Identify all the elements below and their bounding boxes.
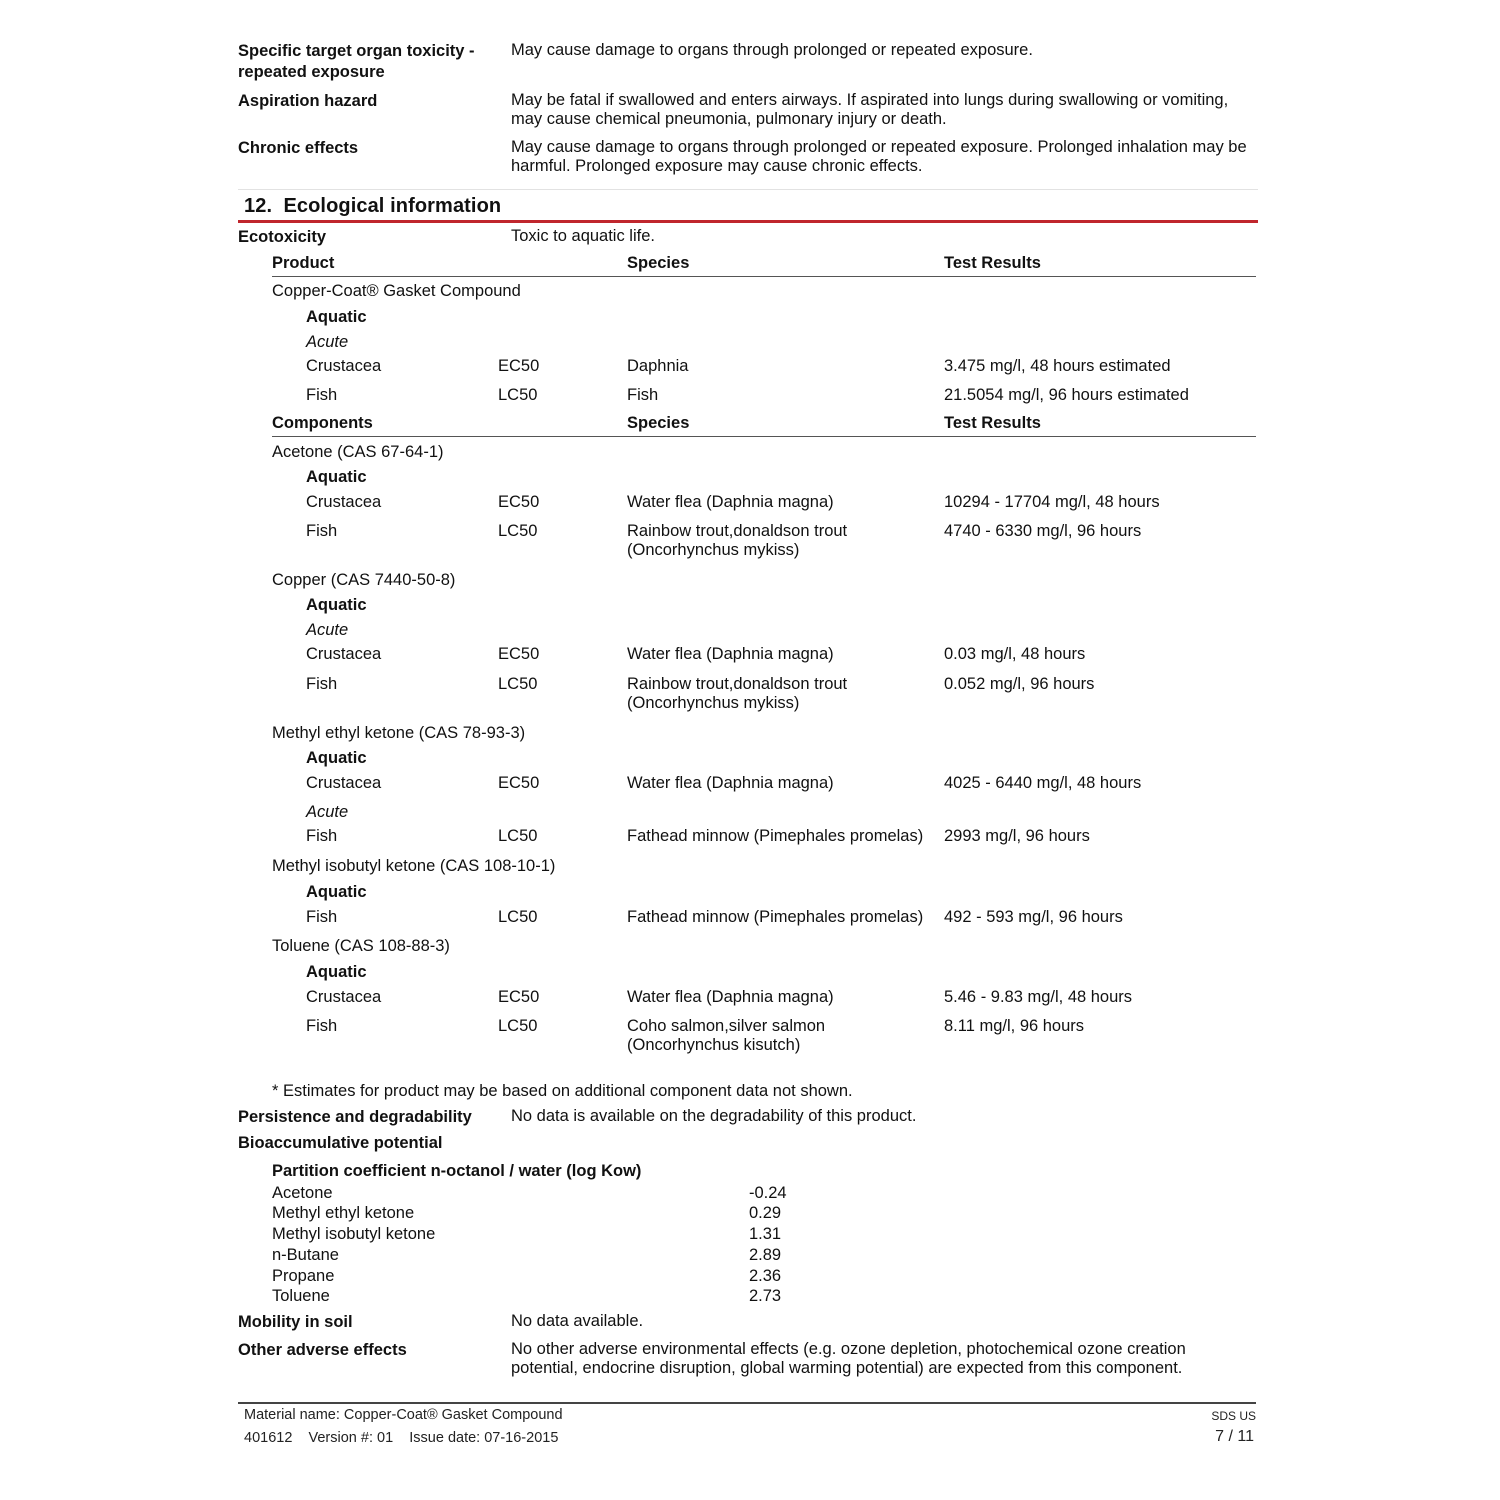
test-result: 3.475 mg/l, 48 hours estimated: [944, 357, 1171, 375]
species: Water flea (Daphnia magna): [627, 988, 834, 1006]
row-value: May be fatal if swallowed and enters airways. If aspirated into lungs during swallowing or vomiting, may cause chemical pneumonia, pulmonary injury or death.: [511, 91, 1229, 128]
organism: Crustacea: [306, 988, 382, 1006]
test-type: EC50: [498, 774, 540, 792]
test-result: 0.03 mg/l, 48 hours: [944, 645, 1086, 663]
header-product: Product: [272, 254, 335, 272]
test-result: 4025 - 6440 mg/l, 48 hours: [944, 774, 1142, 792]
test-result: 4740 - 6330 mg/l, 96 hours: [944, 522, 1142, 540]
group-label: Aquatic: [306, 749, 367, 767]
test-type: LC50: [498, 1017, 538, 1035]
row-label: Bioaccumulative potential: [238, 1134, 443, 1152]
organism: Crustacea: [306, 774, 382, 792]
component-name: Methyl isobutyl ketone (CAS 108-10-1): [272, 857, 556, 875]
row-label: Mobility in soil: [238, 1313, 353, 1331]
kow-value: -0.24: [749, 1184, 787, 1202]
component-name: Copper (CAS 7440-50-8): [272, 571, 456, 589]
kow-value: 1.31: [749, 1225, 782, 1243]
organism: Crustacea: [306, 493, 382, 511]
product-table-header: [272, 254, 1256, 277]
row-value: No data is available on the degradability of this product.: [511, 1107, 917, 1125]
organism: Fish: [306, 1017, 338, 1035]
row-value: May cause damage to organs through prolonged or repeated exposure. Prolonged inhalation may be harmful. Prolonged exposure may cause chronic effects.: [511, 138, 1247, 175]
organism: Fish: [306, 827, 338, 845]
footer-sds-type: SDS US: [1211, 1409, 1256, 1423]
kow-substance: Propane: [272, 1267, 335, 1285]
footer-divider: [238, 1402, 1256, 1404]
species: Water flea (Daphnia magna): [627, 774, 834, 792]
test-type: LC50: [498, 522, 538, 540]
component-name: Toluene (CAS 108-88-3): [272, 937, 450, 955]
organism: Crustacea: [306, 645, 382, 663]
header-species: Species: [627, 254, 690, 272]
section-accent-line: [238, 220, 1258, 223]
group-label: Aquatic: [306, 596, 367, 614]
test-type: LC50: [498, 386, 538, 404]
kow-title: Partition coefficient n-octanol / water (log Kow): [272, 1162, 642, 1180]
row-value: No other adverse environmental effects (e.g. ozone depletion, photochemical ozone creation potential, endocrine disruption, global warming potential) are expected from this component.: [511, 1340, 1186, 1377]
section-title: [244, 195, 501, 218]
row-label: Specific target organ toxicity - repeated exposure: [238, 42, 475, 81]
organism: Fish: [306, 386, 338, 404]
test-result: 0.052 mg/l, 96 hours: [944, 675, 1095, 693]
header-components: Components: [272, 414, 373, 432]
component-name: Methyl ethyl ketone (CAS 78-93-3): [272, 724, 526, 742]
species: Daphnia: [627, 357, 689, 375]
section-number: 12.: [244, 195, 273, 217]
duration-label: Acute: [306, 803, 349, 821]
section-name: Ecological information: [283, 195, 502, 217]
kow-value: 0.29: [749, 1204, 782, 1222]
test-type: LC50: [498, 675, 538, 693]
footer-material-name: Material name: Copper-Coat® Gasket Compound: [244, 1407, 563, 1423]
organism: Fish: [306, 675, 338, 693]
test-type: LC50: [498, 908, 538, 926]
group-label: Aquatic: [306, 468, 367, 486]
estimates-footnote: * Estimates for product may be based on additional component data not shown.: [272, 1082, 853, 1100]
duration-label: Acute: [306, 621, 349, 639]
species: Coho salmon,silver salmon (Oncorhynchus kisutch): [627, 1017, 826, 1054]
species: Fish: [627, 386, 659, 404]
kow-value: 2.89: [749, 1246, 782, 1264]
test-type: EC50: [498, 493, 540, 511]
group-label: Aquatic: [306, 308, 367, 326]
row-label: Aspiration hazard: [238, 92, 378, 110]
organism: Fish: [306, 522, 338, 540]
components-table-header: [272, 414, 1256, 437]
test-result: 10294 - 17704 mg/l, 48 hours: [944, 493, 1160, 511]
kow-value: 2.36: [749, 1267, 782, 1285]
section-divider: [238, 189, 1258, 190]
species: Water flea (Daphnia magna): [627, 645, 834, 663]
kow-value: 2.73: [749, 1287, 782, 1305]
group-label: Aquatic: [306, 963, 367, 981]
species: Fathead minnow (Pimephales promelas): [627, 827, 924, 845]
test-result: 5.46 - 9.83 mg/l, 48 hours: [944, 988, 1133, 1006]
header-test-results: Test Results: [944, 414, 1041, 432]
test-result: 2993 mg/l, 96 hours: [944, 827, 1090, 845]
group-label: Aquatic: [306, 883, 367, 901]
duration-label: Acute: [306, 333, 349, 351]
header-species: Species: [627, 414, 690, 432]
organism: Crustacea: [306, 357, 382, 375]
row-value: Toxic to aquatic life.: [511, 227, 655, 245]
test-result: 8.11 mg/l, 96 hours: [944, 1017, 1085, 1035]
kow-substance: Methyl isobutyl ketone: [272, 1225, 436, 1243]
product-name: Copper-Coat® Gasket Compound: [272, 282, 521, 300]
test-type: EC50: [498, 357, 540, 375]
test-result: 492 - 593 mg/l, 96 hours: [944, 908, 1123, 926]
row-label: Other adverse effects: [238, 1341, 407, 1359]
kow-substance: Toluene: [272, 1287, 330, 1305]
component-name: Acetone (CAS 67-64-1): [272, 443, 444, 461]
row-label: Persistence and degradability: [238, 1108, 472, 1126]
test-type: LC50: [498, 827, 538, 845]
row-label: Chronic effects: [238, 139, 359, 157]
species: Fathead minnow (Pimephales promelas): [627, 908, 924, 926]
footer-doc-info: 401612 Version #: 01 Issue date: 07-16-2015: [244, 1430, 559, 1446]
kow-substance: n-Butane: [272, 1246, 339, 1264]
species: Water flea (Daphnia magna): [627, 493, 834, 511]
row-label: Ecotoxicity: [238, 228, 327, 246]
test-type: EC50: [498, 988, 540, 1006]
kow-substance: Acetone: [272, 1184, 333, 1202]
species: Rainbow trout,donaldson trout (Oncorhynchus mykiss): [627, 522, 848, 559]
header-test-results: Test Results: [944, 254, 1041, 272]
footer-page-number: 7 / 11: [1215, 1428, 1254, 1445]
organism: Fish: [306, 908, 338, 926]
test-result: 21.5054 mg/l, 96 hours estimated: [944, 386, 1189, 404]
row-value: May cause damage to organs through prolonged or repeated exposure.: [511, 41, 1033, 59]
kow-substance: Methyl ethyl ketone: [272, 1204, 415, 1222]
row-value: No data available.: [511, 1312, 644, 1330]
test-type: EC50: [498, 645, 540, 663]
species: Rainbow trout,donaldson trout (Oncorhynchus mykiss): [627, 675, 848, 712]
